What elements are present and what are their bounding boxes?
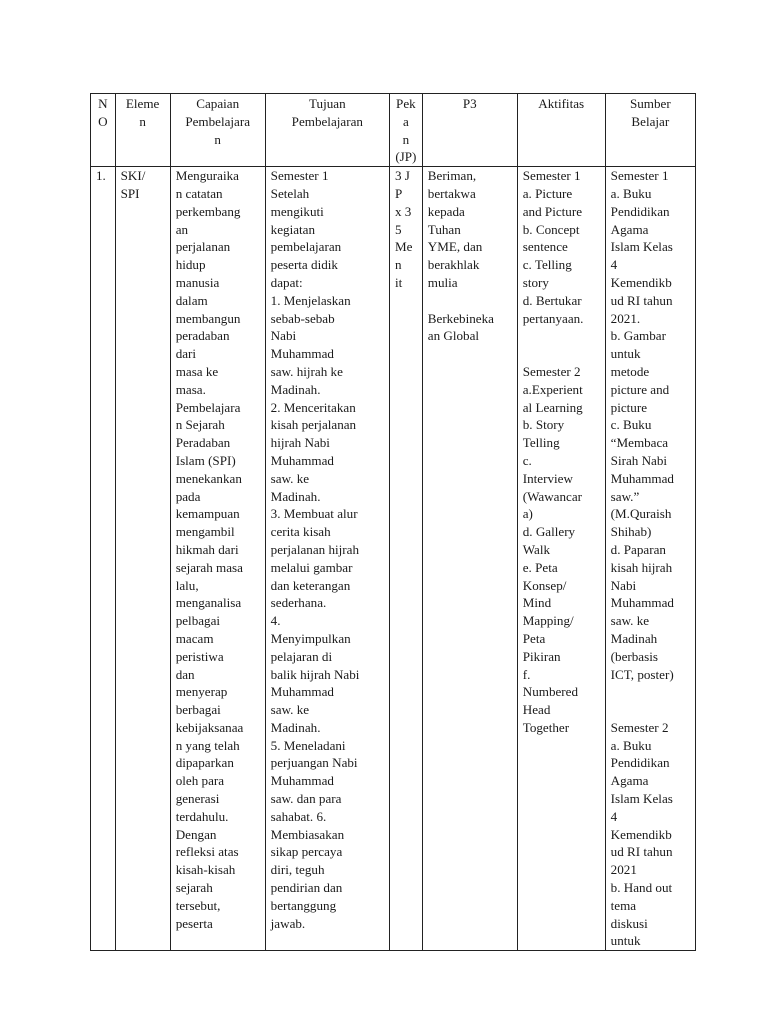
cell-line: manusia [175,274,220,290]
cell-line: perjuangan Nabi [270,755,358,771]
header-no [91,94,116,167]
cell-line: Madinah [610,630,658,646]
cell-line: refleksi atas [175,844,239,860]
cell-line: Islam (SPI) [175,452,236,468]
cell-elemen [115,167,170,951]
cell-line: Berkebineka [427,310,494,326]
cell-line: 3 JP [394,168,410,201]
cell-line: d. Bertukar [522,292,582,308]
cell-line: b. Hand out [610,880,673,896]
cell-line: Telling [522,435,560,451]
cell-line: pendirian dan [270,880,343,896]
cell-line: Pembelajara [175,399,241,415]
cell-line: Kemendikb [610,826,672,842]
cell-line: sentence [522,239,568,255]
cell-line: Tuhan [427,221,461,237]
cell-line: peserta [175,915,213,931]
cell-line: Pikiran [522,648,561,664]
cell-line: Muhammad [610,595,674,611]
blank-line [611,683,690,701]
header-line: n [139,113,146,129]
cell-line: f. [522,666,531,682]
cell-line: pembelajaran [270,239,342,255]
cell-line: Head [522,702,551,718]
cell-line: dari [175,346,197,362]
cell-line: e. Peta [522,559,558,575]
learning-plan-table [90,93,696,951]
cell-line: macam [175,630,214,646]
header-line: Eleme [125,96,160,111]
cell-line: Dengan [175,826,217,842]
cell-line: b. Story [522,417,565,433]
cell-line: ud RI tahun [610,844,673,860]
header-line: Aktifitas [538,96,585,111]
cell-line: perjalanan hijrah [270,541,360,557]
table-row [91,167,696,951]
cell-line: n catatan [175,185,223,201]
cell-line: dapat: [270,274,303,290]
cell-line: sejarah masa [175,559,243,575]
header-line: n [214,131,221,147]
cell-line: Semester 1 [522,168,581,184]
header-capaian [170,94,265,167]
header-line: Sumber [629,96,671,111]
cell-line: c. Telling [522,257,572,273]
cell-line: ICT, poster) [610,666,674,682]
cell-line: an [175,221,189,237]
cell-line: pelbagai [175,613,221,629]
cell-line: bertanggung [270,897,337,913]
cell-tujuan [265,167,389,951]
cell-line: pertanyaan. [522,310,584,326]
cell-line: perkembang [175,203,241,219]
cell-line: kisah hijrah [610,559,673,575]
cell-line: Madinah. [270,719,321,735]
cell-line: kemampuan [175,506,240,522]
cell-line: untuk [610,346,641,362]
cell-line: sikap percaya [270,844,343,860]
header-sumber [605,94,695,167]
cell-line: mengambil [175,524,235,540]
cell-line: oleh para [175,773,225,789]
cell-line: mulia [427,274,458,290]
cell-line: Menguraika [175,168,239,184]
cell-line: d. Paparan [610,541,666,557]
cell-line: lalu, [175,577,199,593]
cell-line: pada [175,488,201,504]
cell-line: Agama [610,221,649,237]
cell-line: menekankan [175,470,242,486]
cell-line: Kemendikb [610,274,672,290]
header-line: O [98,113,108,129]
cell-line: a.Experient [522,381,583,397]
cell-line: generasi [175,791,220,807]
cell-line: 3. Membuat alur [270,506,358,522]
cell-line: Shihab) [610,524,652,540]
cell-line: Semester 1 [270,168,329,184]
cell-line: and Picture [522,203,583,219]
cell-line: dan keterangan [270,577,351,593]
cell-line: 2. Menceritakan [270,399,356,415]
cell-line: saw. ke [270,702,310,718]
cell-line: x 35 [394,203,412,237]
cell-line: saw. dan para [270,791,342,807]
cell-line: a. Buku [610,737,652,753]
cell-line: (M.Quraish [610,506,672,522]
cell-line: b. Concept [522,221,580,237]
cell-line: Nabi [610,577,637,593]
cell-line: n yang telah [175,737,240,753]
cell-line: dipaparkan [175,755,234,771]
cell-line: hidup [175,257,206,273]
cell-line: YME, dan [427,239,483,255]
cell-line: Semester 1 [610,168,669,184]
cell-line: sebab-sebab [270,310,335,326]
cell-line: Sirah Nabi [610,452,668,468]
cell-line: hijrah Nabi [270,435,330,451]
header-elemen [115,94,170,167]
header-line: n [402,131,410,147]
cell-line: “Membaca [610,435,669,451]
cell-line: 2021. [610,310,641,326]
cell-line: al Learning [522,399,583,415]
cell-line: Pendidikan [610,203,670,219]
cell-line: Men [394,239,413,273]
cell-line: kisah-kisah [175,862,236,878]
cell-line: Walk [522,541,551,557]
cell-line: kegiatan [270,221,316,237]
cell-line: Setelah [270,185,310,201]
cell-line: 4 [610,257,618,273]
cell-line: Interview [522,470,573,486]
cell-pekan [389,167,422,951]
cell-line: a. Buku [610,185,652,201]
cell-line: Muhammad [270,346,334,362]
cell-line: picture [610,399,648,415]
cell-line: Muhammad [270,684,334,700]
cell-line: peserta didik [270,257,338,273]
cell-line: Islam Kelas [610,791,673,807]
cell-line: saw.” [610,488,640,504]
cell-line: cerita kisah [270,524,331,540]
header-pekan [389,94,422,167]
cell-line: (berbasis [610,648,658,664]
cell-line: kepada [427,203,465,219]
header-aktifitas [517,94,605,167]
cell-line: ud RI tahun [610,292,673,308]
cell-line: Pendidikan [610,755,670,771]
cell-line: pelajaran di [270,648,333,664]
cell-line: saw. hijrah ke [270,363,343,379]
blank-line [523,327,600,345]
cell-line: Madinah. [270,381,321,397]
cell-line: Membiasakan [270,826,345,842]
header-line: (JP) [395,149,417,165]
cell-line: a. Picture [522,185,573,201]
cell-line: kisah perjalanan [270,417,357,433]
cell-line: Menyimpulkan [270,630,351,646]
cell-capaian [170,167,265,951]
cell-sumber [605,167,695,951]
cell-no [91,167,116,951]
header-line: Pembelajara [185,113,251,129]
cell-line: berakhlak [427,257,480,273]
blank-line [428,292,512,310]
cell-line: tersebut, [175,897,221,913]
cell-line: (Wawancar [522,488,583,504]
cell-line: tema [610,897,637,913]
cell-line: Semester 2 [522,363,581,379]
cell-line: Nabi [270,328,297,344]
cell-line: Together [522,719,570,735]
cell-line: masa ke [175,363,219,379]
header-line: P3 [462,96,477,111]
cell-line: menyerap [175,684,228,700]
cell-line: 1. [96,168,106,184]
cell-line: Muhammad [270,452,334,468]
cell-line: terdahulu. [175,808,229,824]
header-line: N [98,96,108,111]
cell-line: n Sejarah [175,417,225,433]
cell-line: 1. Menjelaskan [270,292,351,308]
cell-line: 4. [270,613,281,629]
table-header-row [91,94,696,167]
cell-line: Madinah. [270,488,321,504]
cell-line: balik hijrah Nabi [270,666,360,682]
cell-line: an Global [427,328,480,344]
cell-line: Islam Kelas [610,239,673,255]
cell-line: saw. ke [610,613,650,629]
cell-line: Mapping/ [522,613,574,629]
cell-line: d. Gallery [522,524,576,540]
cell-line: sahabat. 6. [270,808,327,824]
cell-line: membangun [175,310,241,326]
header-p3 [422,94,517,167]
cell-line: dan [175,666,195,682]
cell-line: bertakwa [427,185,476,201]
cell-line: metode [610,363,650,379]
cell-line: story [522,274,549,290]
cell-line: peradaban [175,328,230,344]
cell-line: b. Gambar [610,328,666,344]
header-line: Tujuan [308,96,346,111]
cell-line: berbagai [175,702,221,718]
cell-aktifitas [517,167,605,951]
cell-line: jawab. [270,915,306,931]
cell-line: 2021 [610,862,637,878]
header-line: Capaian [196,96,240,111]
header-line: Pembelajaran [291,113,363,129]
cell-line: Peradaban [175,435,231,451]
cell-line: it [394,274,403,290]
header-line: Belajar [631,113,670,129]
cell-line: mengikuti [270,203,324,219]
cell-line: dalam [175,292,208,308]
cell-line: diskusi [610,915,648,931]
cell-line: diri, teguh [270,862,325,878]
cell-line: 4 [610,808,618,824]
cell-line: Semester 2 [610,719,669,735]
cell-line: masa. [175,381,206,397]
cell-line: picture and [610,381,670,397]
cell-p3 [422,167,517,951]
cell-line: melalui gambar [270,559,353,575]
blank-line [611,701,690,719]
cell-line: SKI/ [120,168,146,184]
header-tujuan [265,94,389,167]
cell-line: perjalanan [175,239,231,255]
cell-line: Muhammad [610,470,674,486]
cell-line: Beriman, [427,168,477,184]
cell-line: SPI [120,185,140,201]
cell-line: a) [522,506,533,522]
cell-line: sejarah [175,880,213,896]
cell-line: Mind [522,595,552,611]
cell-line: c. [522,452,532,468]
blank-line [523,345,600,363]
cell-line: 5. Meneladani [270,737,346,753]
cell-line: hikmah dari [175,541,239,557]
cell-line: kebijaksanaa [175,719,244,735]
header-line: Peka [396,96,416,129]
cell-line: saw. ke [270,470,310,486]
cell-line: Konsep/ [522,577,567,593]
cell-line: Numbered [522,684,579,700]
cell-line: peristiwa [175,648,224,664]
cell-line: sederhana. [270,595,327,611]
cell-line: Agama [610,773,649,789]
cell-line: menganalisa [175,595,242,611]
cell-line: Muhammad [270,773,334,789]
cell-line: Peta [522,630,546,646]
cell-line: c. Buku [610,417,652,433]
cell-line: untuk [610,933,641,949]
